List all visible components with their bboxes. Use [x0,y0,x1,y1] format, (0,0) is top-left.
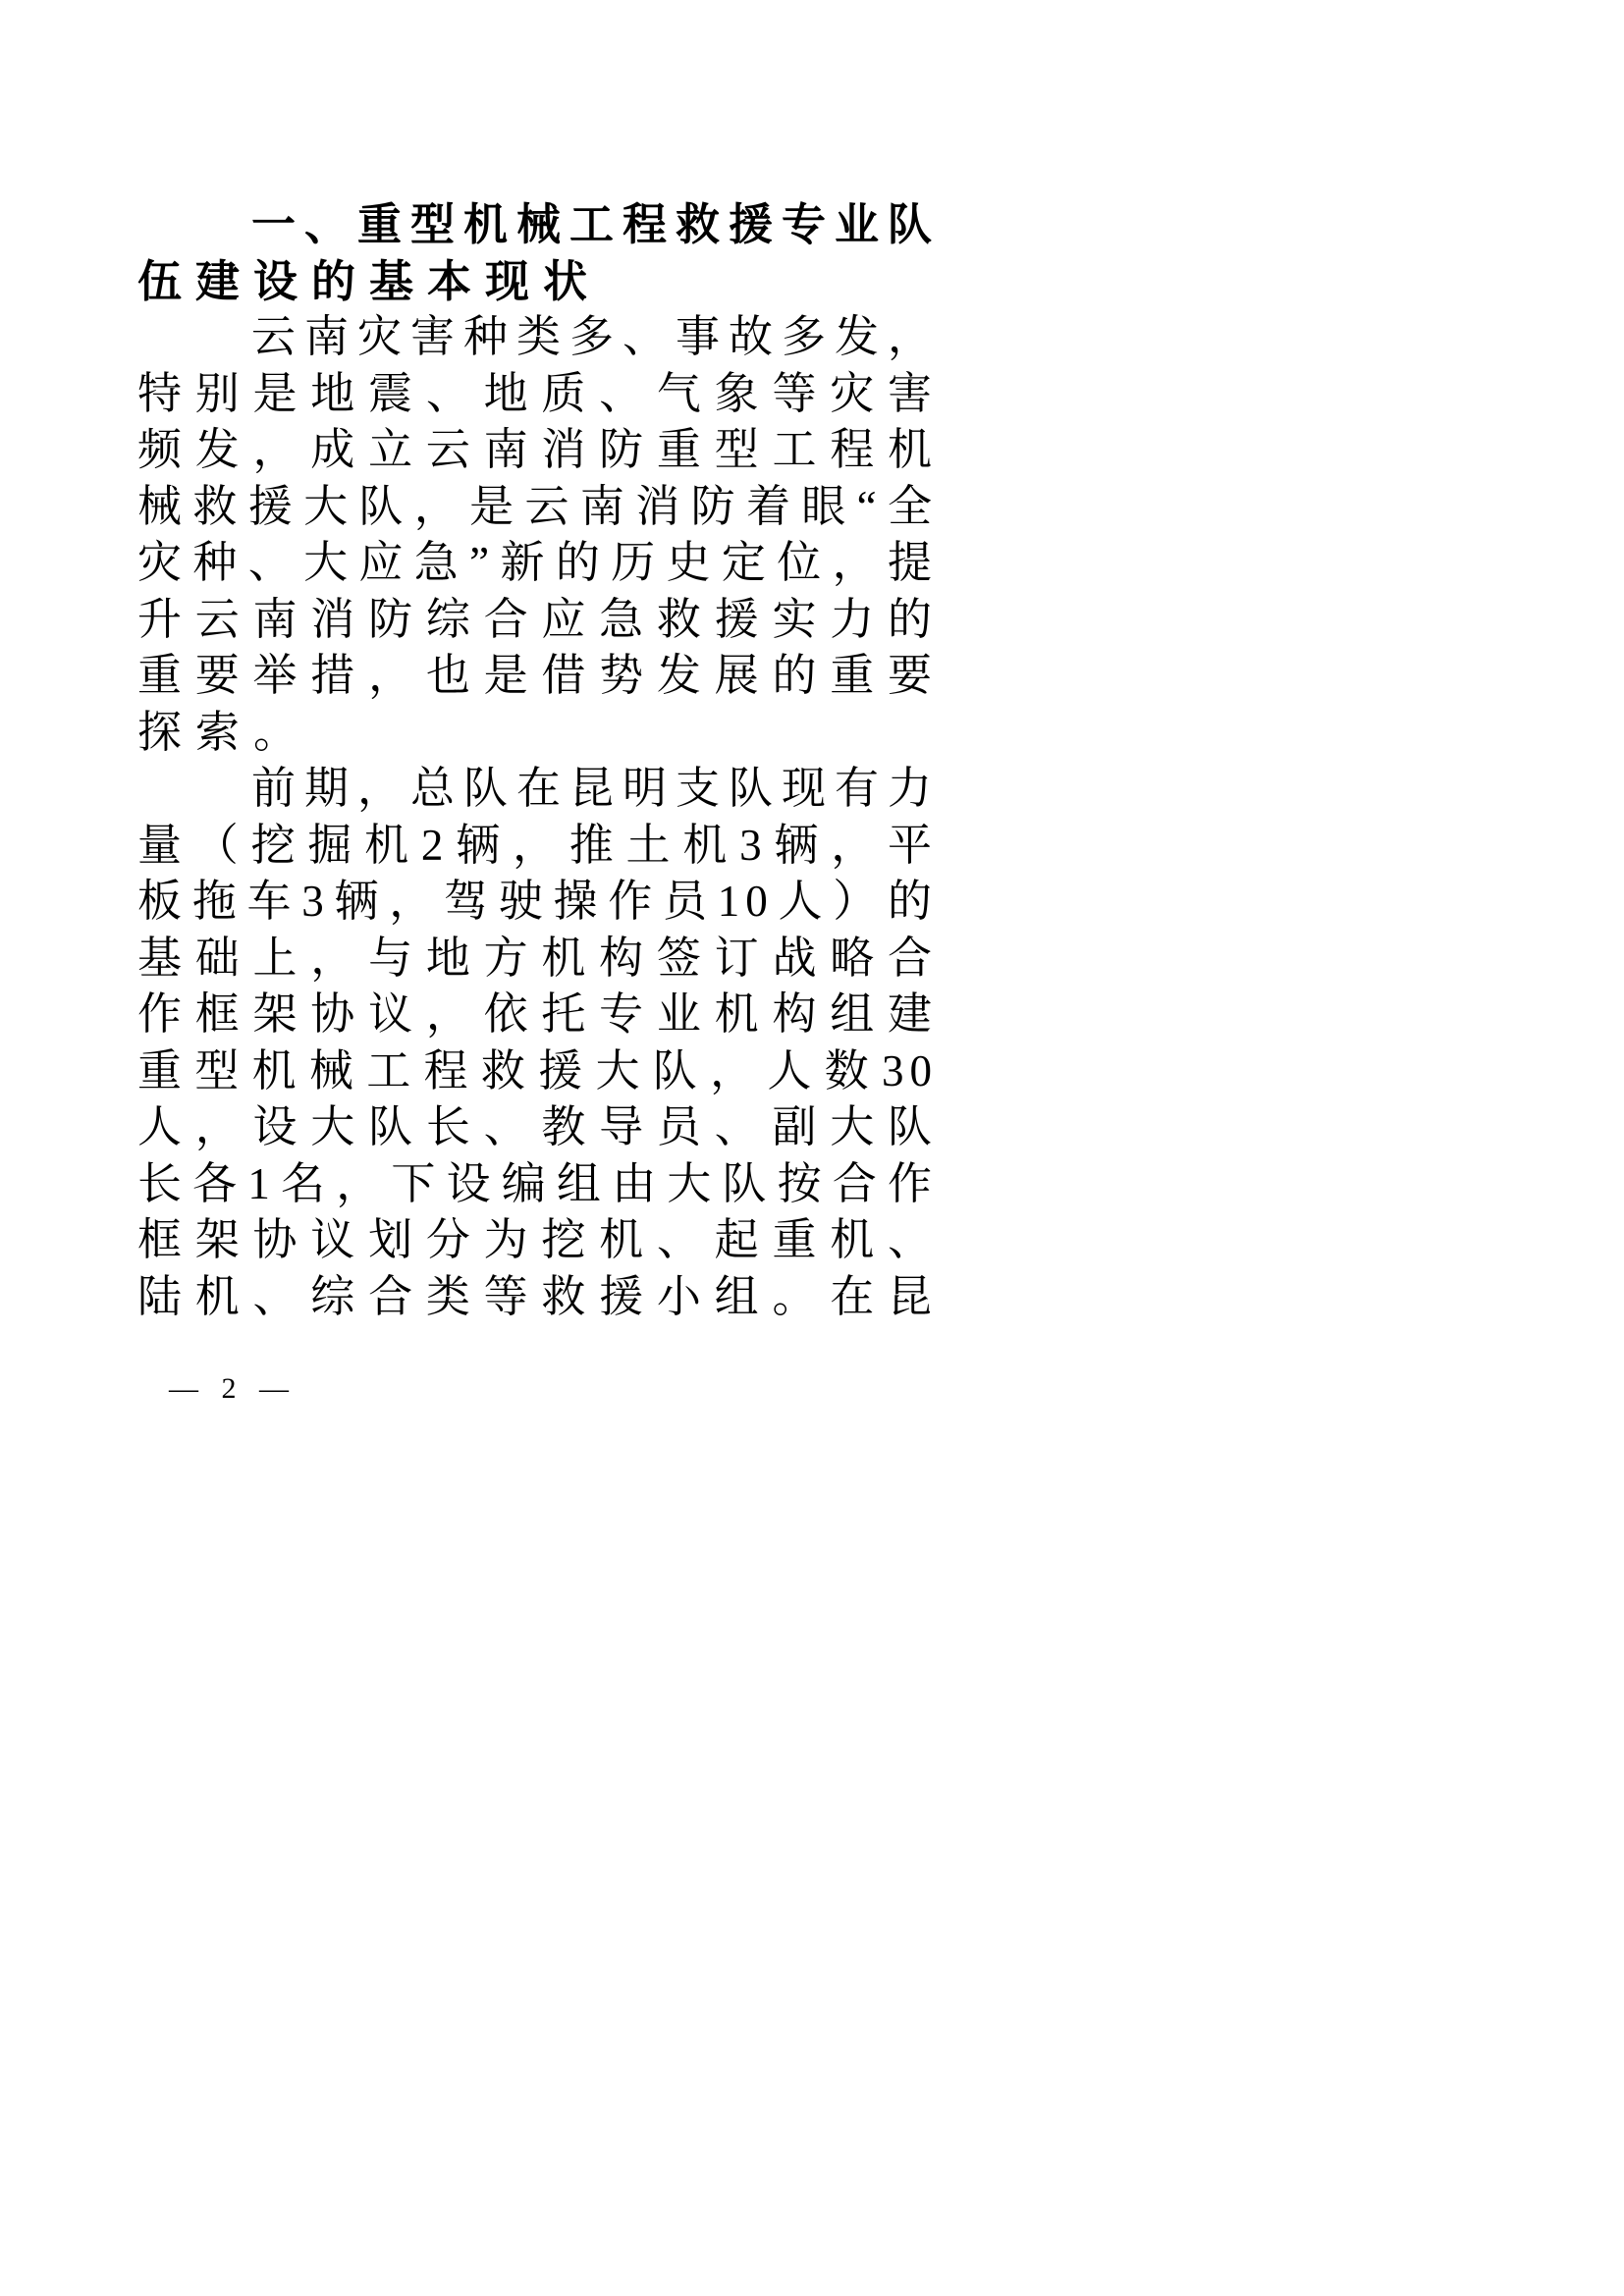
body-line: 前期，总队在昆明支队现有力 [251,764,938,813]
body-line: 特别是地震、地质、气象等灾害 [137,368,938,418]
body-line: 升云南消防综合应急救援实力的 [137,594,938,644]
body-line: 板拖车3辆，驾驶操作员10人）的 [137,877,938,926]
body-line: 人，设大队长、教导员、副大队 [137,1102,938,1151]
heading-line-2: 伍建设的基本现状 [137,255,602,306]
document-body [137,196,938,1325]
body-line: 长各1名，下设编组由大队按合作 [137,1158,938,1208]
body-line: 重要举措，也是借势发展的重要 [137,651,938,700]
body-line: 械救援大队，是云南消防着眼“全 [137,481,938,531]
body-line: 灾种、大应急”新的历史定位，提 [137,538,938,587]
body-line: 基础上，与地方机构签订战略合 [137,933,938,983]
body-line: 量（挖掘机2辆，推土机3辆，平 [137,820,938,870]
page-number: — 2 — [169,1372,297,1405]
body-line: 频发，成立云南消防重型工程机 [137,425,938,474]
heading-line-1: 一、重型机械工程救援专业队 [251,199,938,249]
body-line: 重型机械工程救援大队，人数30 [137,1045,938,1095]
body-line: 作框架协议，依托专业机构组建 [137,989,938,1039]
body-line: 云南灾害种类多、事故多发， [251,312,938,361]
body-line: 探索。 [137,707,312,757]
body-line: 框架协议划分为挖机、起重机、 [137,1215,938,1264]
body-line: 陆机、综合类等救援小组。在昆 [137,1271,938,1321]
